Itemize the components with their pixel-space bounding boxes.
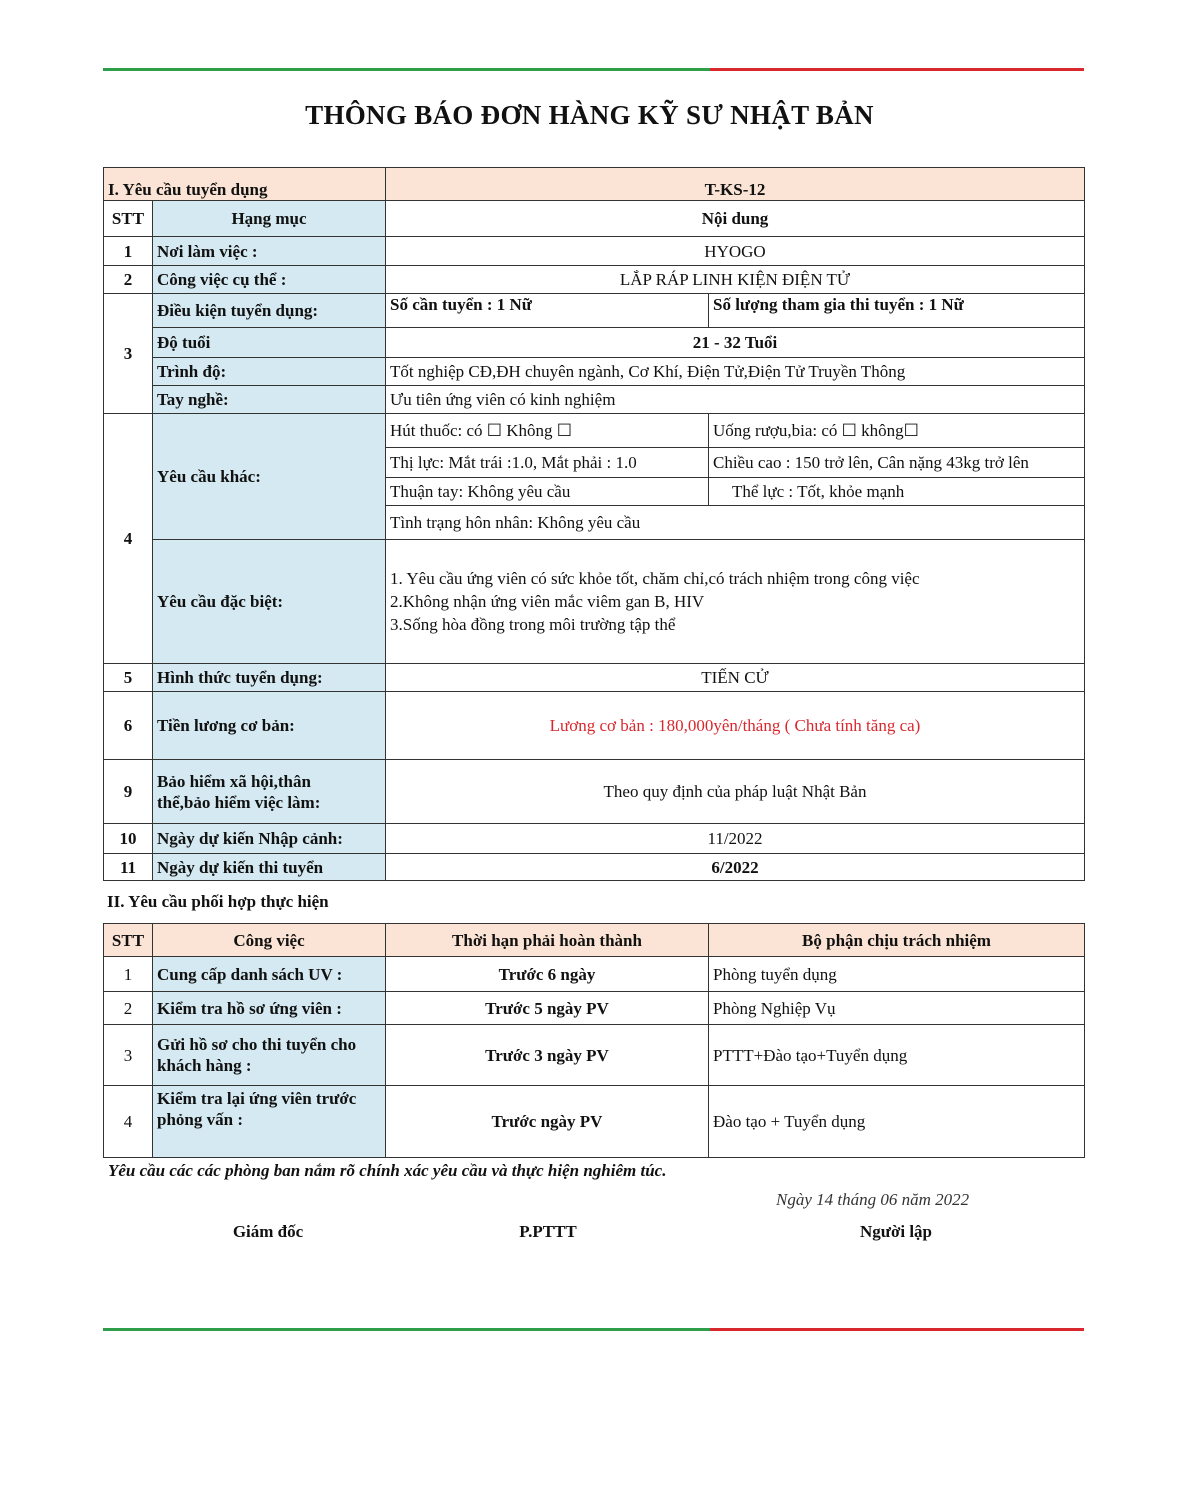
entry-date-label: Ngày dự kiến Nhập cảnh: — [153, 824, 386, 854]
entry-date-value: 11/2022 — [386, 824, 1085, 854]
special-item: 2.Không nhận ứng viên mắc viêm gan B, HIV — [390, 592, 705, 611]
section1-heading: I. Yêu cầu tuyển dụng — [104, 168, 386, 201]
smoking-field: Hút thuốc: có ☐ Không ☐ — [386, 414, 709, 448]
deadline-cell: Trước 6 ngày — [386, 957, 709, 992]
height-weight-field: Chiều cao : 150 trở lên, Cân nặng 43kg trở lên — [709, 448, 1085, 478]
task-cell: Cung cấp danh sách UV : — [153, 957, 386, 992]
row-number: 3 — [104, 294, 153, 414]
workplace-value: HYOGO — [386, 237, 1085, 266]
task-line: phỏng vấn : — [157, 1110, 243, 1129]
header-deadline: Thời hạn phải hoàn thành — [386, 924, 709, 957]
department-cell: Phòng tuyển dụng — [709, 957, 1085, 992]
department-cell: Đào tạo + Tuyển dụng — [709, 1086, 1085, 1158]
row-number: 4 — [104, 1086, 153, 1158]
signature-pttt: P.PTTT — [519, 1222, 577, 1241]
special-item: 3.Sống hòa đồng trong môi trường tập thể — [390, 615, 676, 634]
row-number: 11 — [104, 854, 153, 881]
handedness-field: Thuận tay: Không yêu cầu — [386, 478, 709, 506]
recruitment-form-label: Hình thức tuyển dụng: — [153, 664, 386, 692]
exam-date-label: Ngày dự kiến thi tuyển — [153, 854, 386, 881]
deadline-cell: Trước 5 ngày PV — [386, 992, 709, 1025]
recruitment-requirements-table — [103, 167, 1085, 881]
special-item: 1. Yêu cầu ứng viên có sức khỏe tốt, chăm chỉ,có trách nhiệm trong công việc — [390, 569, 920, 588]
department-cell: Phòng Nghiệp Vụ — [709, 992, 1085, 1025]
skill-label: Tay nghề: — [153, 386, 386, 414]
deadline-cell: Trước 3 ngày PV — [386, 1025, 709, 1086]
special-requirements-label: Yêu cầu đặc biệt: — [153, 540, 386, 664]
age-value: 21 - 32 Tuổi — [386, 328, 1085, 358]
skill-value: Ưu tiên ứng viên có kinh nghiệm — [386, 386, 1085, 414]
other-requirements-label: Yêu cầu khác: — [153, 414, 386, 540]
recruit-count: Số cần tuyển : 1 Nữ — [386, 294, 709, 328]
deadline-cell: Trước ngày PV — [386, 1086, 709, 1158]
header-stt: STT — [104, 201, 153, 237]
task-line: Gửi hồ sơ cho thi tuyển cho — [157, 1035, 357, 1054]
row-number: 2 — [104, 266, 153, 294]
task-cell — [153, 1086, 386, 1158]
order-code: T-KS-12 — [386, 168, 1085, 201]
bottom-divider — [103, 1328, 1084, 1331]
row-number: 1 — [104, 237, 153, 266]
row-number: 2 — [104, 992, 153, 1025]
section2-heading: II. Yêu cầu phối hợp thực hiện — [107, 892, 329, 911]
education-label: Trình độ: — [153, 358, 386, 386]
conditions-label: Điều kiện tuyển dụng: — [153, 294, 386, 328]
salary-label: Tiền lương cơ bản: — [153, 692, 386, 760]
insurance-value: Theo quy định của pháp luật Nhật Bản — [386, 760, 1085, 824]
row-number: 4 — [104, 414, 153, 664]
header-task: Công việc — [153, 924, 386, 957]
task-cell: Kiểm tra hồ sơ ứng viên : — [153, 992, 386, 1025]
education-value: Tốt nghiệp CĐ,ĐH chuyên ngành, Cơ Khí, Điện Tử,Điện Tử Truyền Thông — [386, 358, 1085, 386]
header-item: Hạng mục — [153, 201, 386, 237]
task-line: Kiểm tra lại ứng viên trước — [157, 1089, 357, 1108]
task-cell — [153, 1025, 386, 1086]
top-divider — [103, 68, 1084, 71]
header-stt: STT — [104, 924, 153, 957]
vision-field: Thị lực: Mắt trái :1.0, Mắt phải : 1.0 — [386, 448, 709, 478]
drinking-field: Uống rượu,bia: có ☐ không☐ — [709, 414, 1085, 448]
signature-director: Giám đốc — [232, 1222, 304, 1241]
workplace-label: Nơi làm việc : — [153, 237, 386, 266]
header-department: Bộ phận chịu trách nhiệm — [709, 924, 1085, 957]
job-label: Công việc cụ thể : — [153, 266, 386, 294]
exam-date-value: 6/2022 — [386, 854, 1085, 881]
row-number: 10 — [104, 824, 153, 854]
footer-note: Yêu cầu các các phòng ban nắm rõ chính xác yêu cầu và thực hiện nghiêm túc. — [108, 1161, 667, 1180]
footer-date: Ngày 14 tháng 06 năm 2022 — [776, 1190, 970, 1209]
job-value: LẮP RÁP LINH KIỆN ĐIỆN TỬ — [386, 266, 1085, 294]
age-label: Độ tuổi — [153, 328, 386, 358]
row-number: 6 — [104, 692, 153, 760]
exam-count: Số lượng tham gia thi tuyển : 1 Nữ — [709, 294, 1085, 328]
marital-status-field: Tình trạng hôn nhân: Không yêu cầu — [386, 506, 1085, 540]
insurance-label-line: thể,bảo hiểm việc làm: — [157, 792, 321, 812]
special-requirements-value — [386, 540, 1085, 664]
row-number: 5 — [104, 664, 153, 692]
salary-value: Lương cơ bản : 180,000yên/tháng ( Chưa tính tăng ca) — [386, 692, 1085, 760]
recruitment-form-value: TIẾN CỬ — [386, 664, 1085, 692]
department-cell: PTTT+Đào tạo+Tuyển dụng — [709, 1025, 1085, 1086]
coordination-table — [103, 923, 1085, 1158]
header-content: Nội dung — [386, 201, 1085, 237]
insurance-label-line: Bảo hiểm xã hội,thân — [157, 771, 311, 791]
fitness-field: Thể lực : Tốt, khỏe mạnh — [709, 478, 1085, 506]
page-title: THÔNG BÁO ĐƠN HÀNG KỸ SƯ NHẬT BẢN — [305, 100, 874, 130]
task-line: khách hàng : — [157, 1056, 252, 1075]
row-number: 1 — [104, 957, 153, 992]
row-number: 3 — [104, 1025, 153, 1086]
row-number: 9 — [104, 760, 153, 824]
signature-creator: Người lập — [859, 1222, 933, 1241]
insurance-label — [153, 760, 386, 824]
